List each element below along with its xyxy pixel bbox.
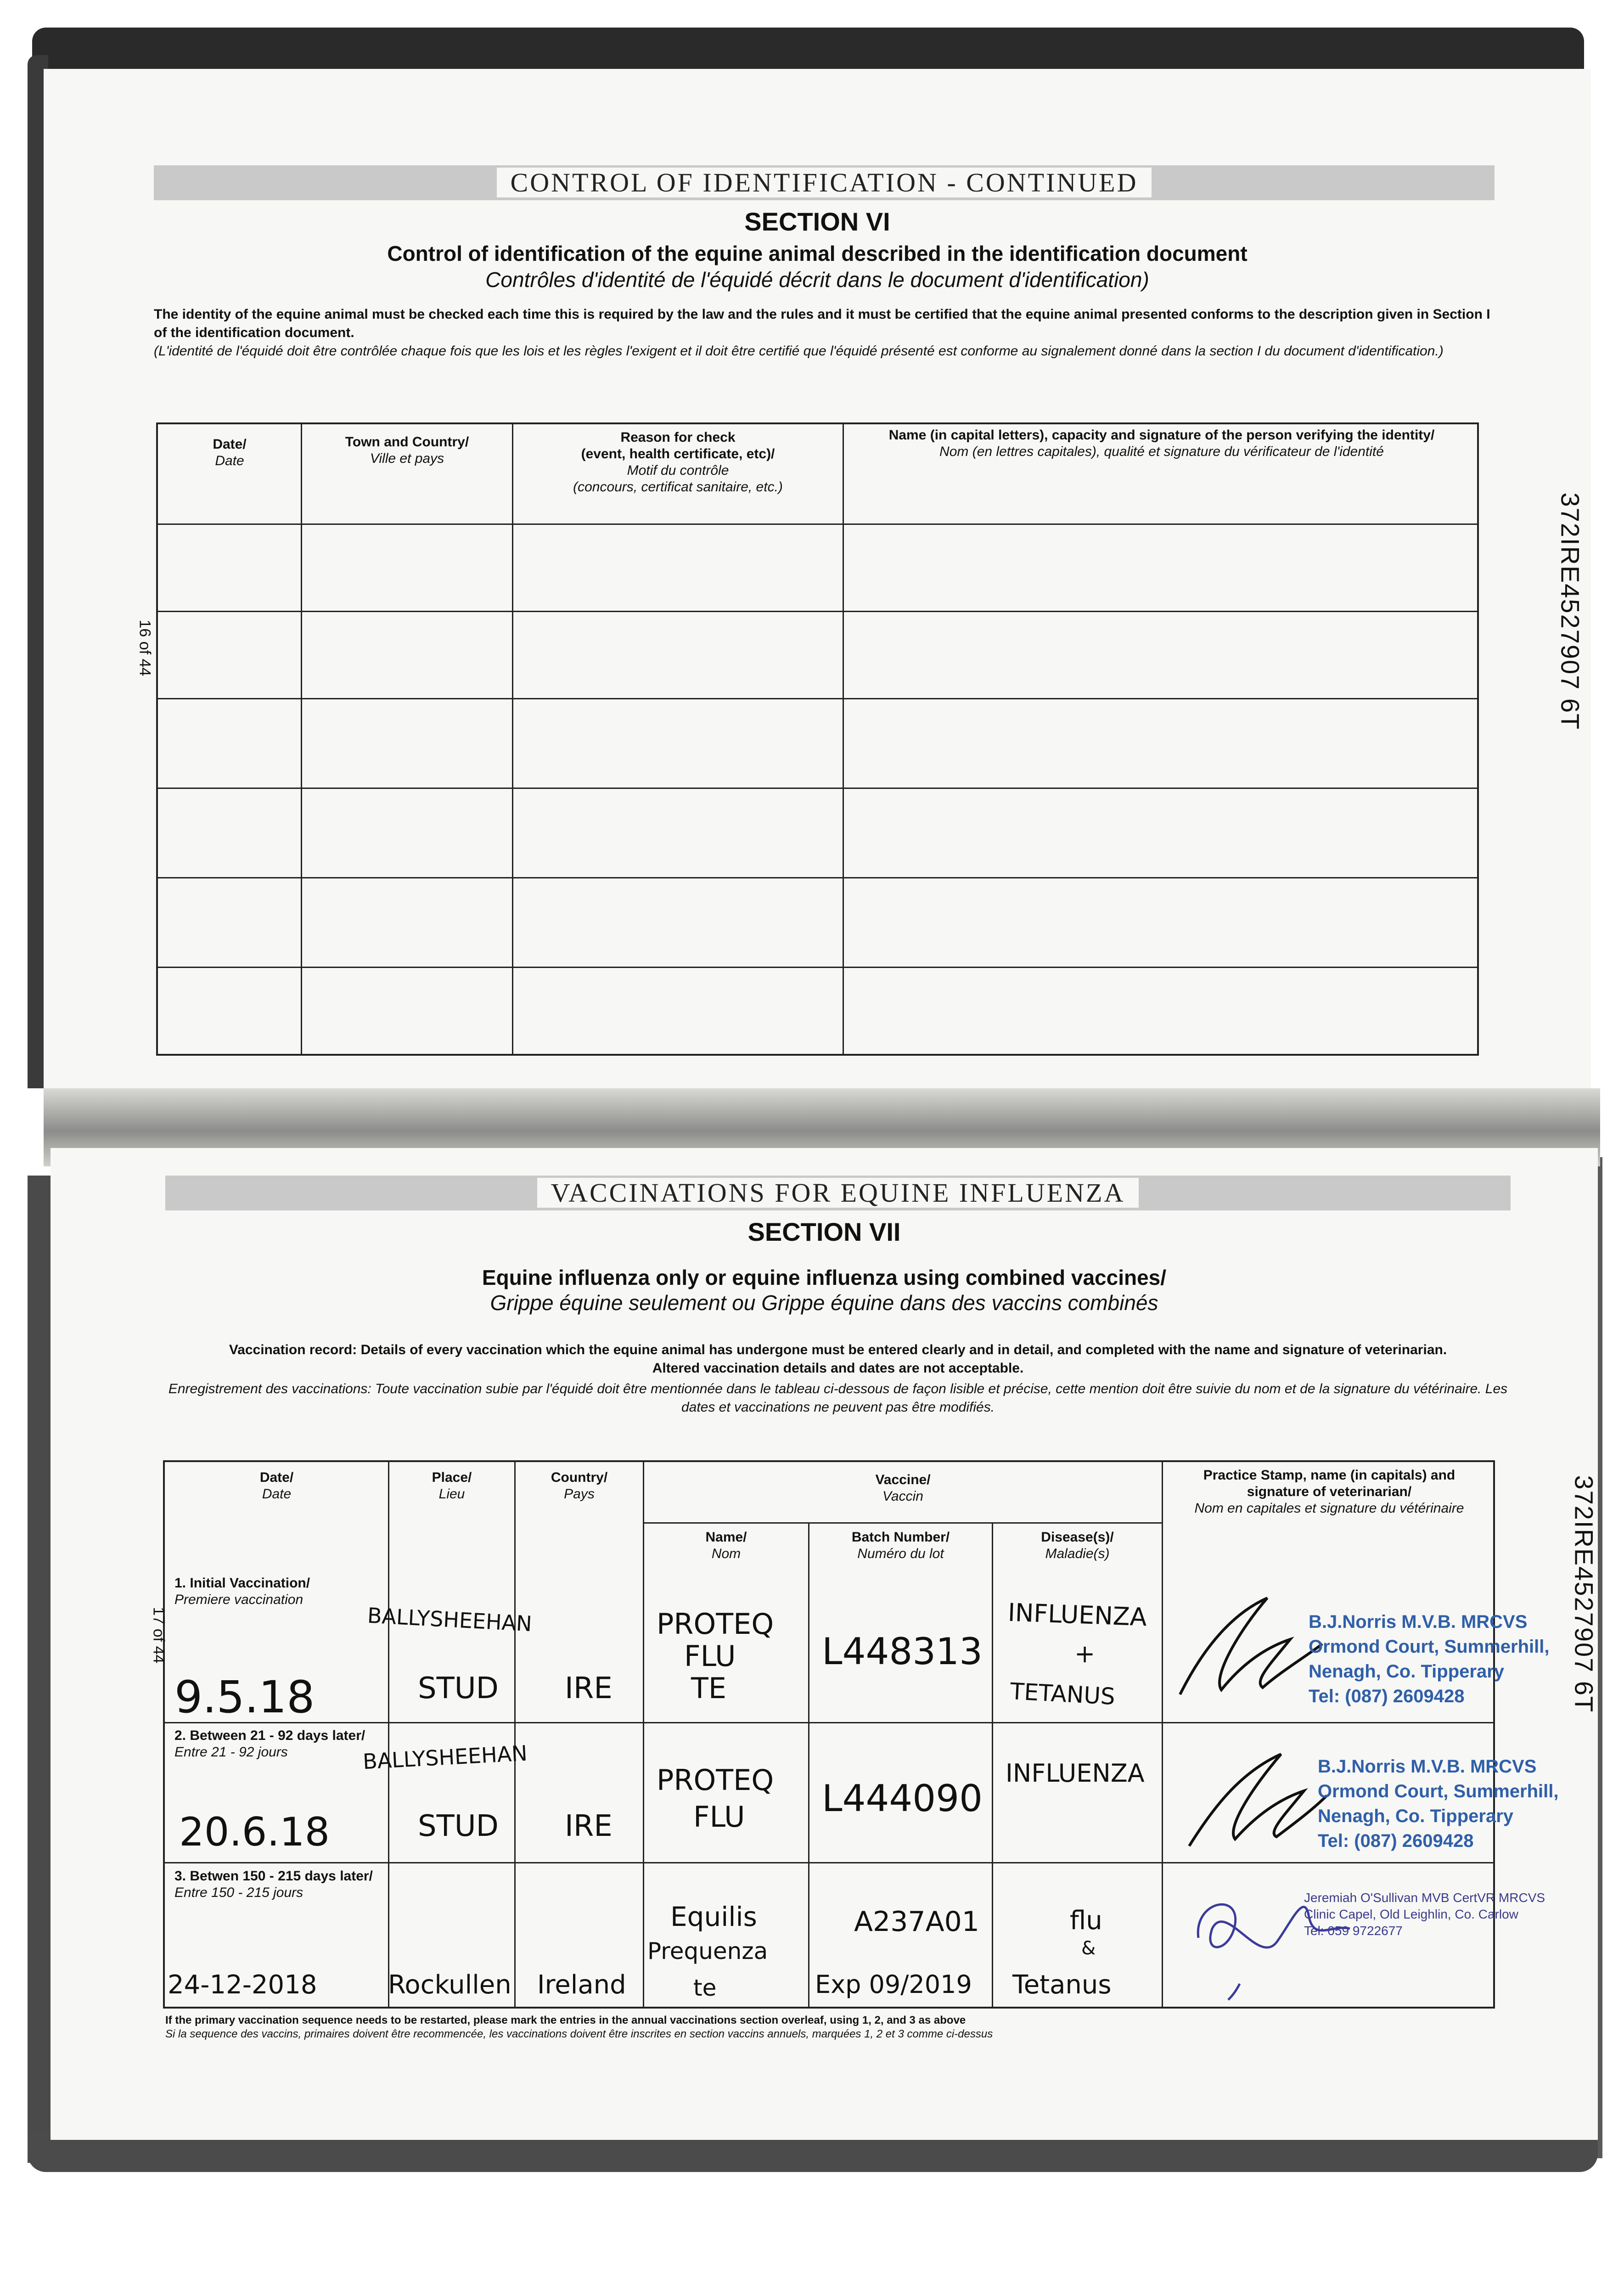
header-vaccine-name: Name/ Nom [705, 1530, 747, 1561]
header-reason: Reason for check (event, health certificate, etc)/ Motif du contrôle (concours, certificat sanitaire, etc.) [573, 430, 783, 495]
veterinarian-signature-2 [1180, 1745, 1332, 1855]
banner-text: CONTROL OF IDENTIFICATION - CONTINUED [497, 168, 1152, 197]
header-date: Date/ Date [213, 437, 247, 468]
entry-batch-2: L444090 [822, 1777, 983, 1820]
header-date: Date/ Date [259, 1470, 294, 1502]
entry-vaccine-3b: Prequenza [647, 1938, 768, 1964]
header-place: Place/ Lieu [432, 1470, 472, 1502]
entry-vaccine-2b: FLU [693, 1800, 745, 1834]
entry-batch-3: A237A01 [854, 1906, 979, 1938]
page-number: 17 of 44 [150, 1607, 168, 1664]
entry-vaccine-2a: PROTEQ [657, 1763, 774, 1797]
vaccination-note-fr: Enregistrement des vaccinations: Toute vaccination subie par l'équidé doit être mentionnée dans le tableau ci-dessous de façon lisible et précise, cette mention doit être suivie du nom et de la signature du vétérinaire. Les dates et vaccinations ne peuvent pas être modifiés. [168, 1381, 1508, 1415]
section-title: SECTION VI [744, 207, 890, 236]
entry-country-1: IRE [565, 1671, 613, 1705]
section-subtitle-fr: Contrôles d'identité de l'équidé décrit dans le document d'identification) [485, 268, 1149, 292]
document-code: 372IRE4527907 6T [1569, 1475, 1599, 1713]
entry-place-2b: STUD [418, 1809, 499, 1843]
page-number: 16 of 44 [136, 619, 154, 676]
entry-disease-3c: Tetanus [1012, 1970, 1112, 2000]
entry-place-3: Rockullen [388, 1970, 511, 2000]
header-vaccine: Vaccine/ Vaccin [875, 1472, 931, 1504]
page-section-vi [44, 69, 1591, 1107]
page-section-vii [51, 1148, 1598, 2140]
entry-vaccine-3c: te [693, 1975, 717, 2001]
veterinarian-signature-1 [1171, 1589, 1332, 1708]
header-town-country: Town and Country/ Ville et pays [345, 434, 469, 466]
instruction-note-en: The identity of the equine animal must be checked each time this is required by the law and the rules and it must be certified that the equine animal presented conforms to the description given in Section I of the identification document. [154, 307, 1490, 340]
section-title: SECTION VII [747, 1217, 901, 1246]
header-country: Country/ Pays [551, 1470, 608, 1502]
entry-disease-3a: flu [1070, 1906, 1102, 1936]
vaccination-note-en: Vaccination record: Details of every vaccination which the equine animal has undergone must be entered clearly and in detail, and completed with the name and signature of veterinarian. Altered vaccination details and dates are not acceptable. [229, 1342, 1447, 1376]
header-diseases: Disease(s)/ Maladie(s) [1041, 1530, 1114, 1561]
section-subtitle-en: Equine influenza only or equine influenza using combined vaccines/ [482, 1266, 1167, 1289]
row-label-second: 2. Between 21 - 92 days later/ Entre 21 - 92 jours [174, 1728, 365, 1760]
section-subtitle-en: Control of identification of the equine animal described in the identification document [387, 242, 1248, 265]
book-cover-edge-top [32, 28, 1584, 73]
entry-disease-1c: TETANUS [1009, 1678, 1116, 1710]
entry-batch-expiry-3: Exp 09/2019 [815, 1970, 972, 1999]
document-code: 372IRE4527907 6T [1556, 492, 1585, 731]
entry-country-2: IRE [565, 1809, 613, 1843]
practice-stamp-3: Jeremiah O'Sullivan MVB CertVR MRCVS Clinic Capel, Old Leighlin, Co. Carlow Tel: 059 9722677 [1304, 1891, 1545, 1938]
section-banner [165, 1176, 1511, 1210]
entry-date-3: 24-12-2018 [168, 1970, 317, 2000]
entry-date-2: 20.6.18 [179, 1809, 330, 1855]
row-label-third: 3. Betwen 150 - 215 days later/ Entre 150 - 215 jours [174, 1868, 373, 1900]
entry-country-3: Ireland [537, 1970, 626, 2000]
entry-disease-3b: & [1081, 1938, 1096, 1959]
entry-batch-1: L448313 [822, 1630, 983, 1673]
entry-date-1: 9.5.18 [174, 1671, 315, 1723]
header-batch-number: Batch Number/ Numéro du lot [851, 1530, 950, 1561]
header-verifier: Name (in capital letters), capacity and signature of the person verifying the identity/ Nom (en lettres capitales), qualité et signature du vérificateur de l'identité [888, 428, 1435, 459]
entry-place-1a: BALLYSHEEHAN [366, 1603, 533, 1637]
entry-disease-1b: + [1074, 1639, 1096, 1668]
section-banner [154, 165, 1495, 200]
practice-stamp-1: B.J.Norris M.V.B. MRCVS Ormond Court, Summerhill, Nenagh, Co. Tipperary Tel: (087) 2609428 [1309, 1612, 1550, 1706]
practice-stamp-2: B.J.Norris M.V.B. MRCVS Ormond Court, Summerhill, Nenagh, Co. Tipperary Tel: (087) 2609428 [1318, 1756, 1559, 1851]
entry-vaccine-1b: FLU [684, 1639, 736, 1673]
row-label-initial: 1. Initial Vaccination/ Premiere vaccination [174, 1576, 310, 1607]
footer-note: If the primary vaccination sequence needs to be restarted, please mark the entries in the annual vaccinations section overleaf, using 1, 2, and 3 as above Si la sequence des vaccins, primaires doivent être recommencée, les vaccinations doivent être inscrites en section vaccins annuels, marquées 1, 2 et 3 comme ci-dessus [165, 2014, 993, 2040]
entry-place-2a: BALLYSHEEHAN [362, 1740, 528, 1774]
banner-text: VACCINATIONS FOR EQUINE INFLUENZA [537, 1178, 1139, 1208]
entry-vaccine-1a: PROTEQ [657, 1607, 774, 1641]
header-practice-stamp: Practice Stamp, name (in capitals) and signature of veterinarian/ Nom en capitales et signature du vétérinaire [1194, 1468, 1464, 1516]
veterinarian-signature-3 [1185, 1874, 1377, 2002]
section-subtitle-fr: Grippe équine seulement ou Grippe équine dans des vaccins combinés [490, 1291, 1158, 1315]
instruction-note-fr: (L'identité de l'équidé doit être contrôlée chaque fois que les lois et les règles l'exigent et il doit être certifié que l'équidé présenté est conforme au signalement donné dans la section I du document d'identification.) [154, 343, 1444, 359]
entry-vaccine-3a: Equilis [670, 1901, 757, 1932]
entry-place-1b: STUD [418, 1671, 499, 1705]
entry-vaccine-1c: TE [691, 1671, 727, 1705]
entry-disease-1a: INFLUENZA [1007, 1598, 1147, 1632]
entry-disease-2a: INFLUENZA [1006, 1759, 1145, 1788]
